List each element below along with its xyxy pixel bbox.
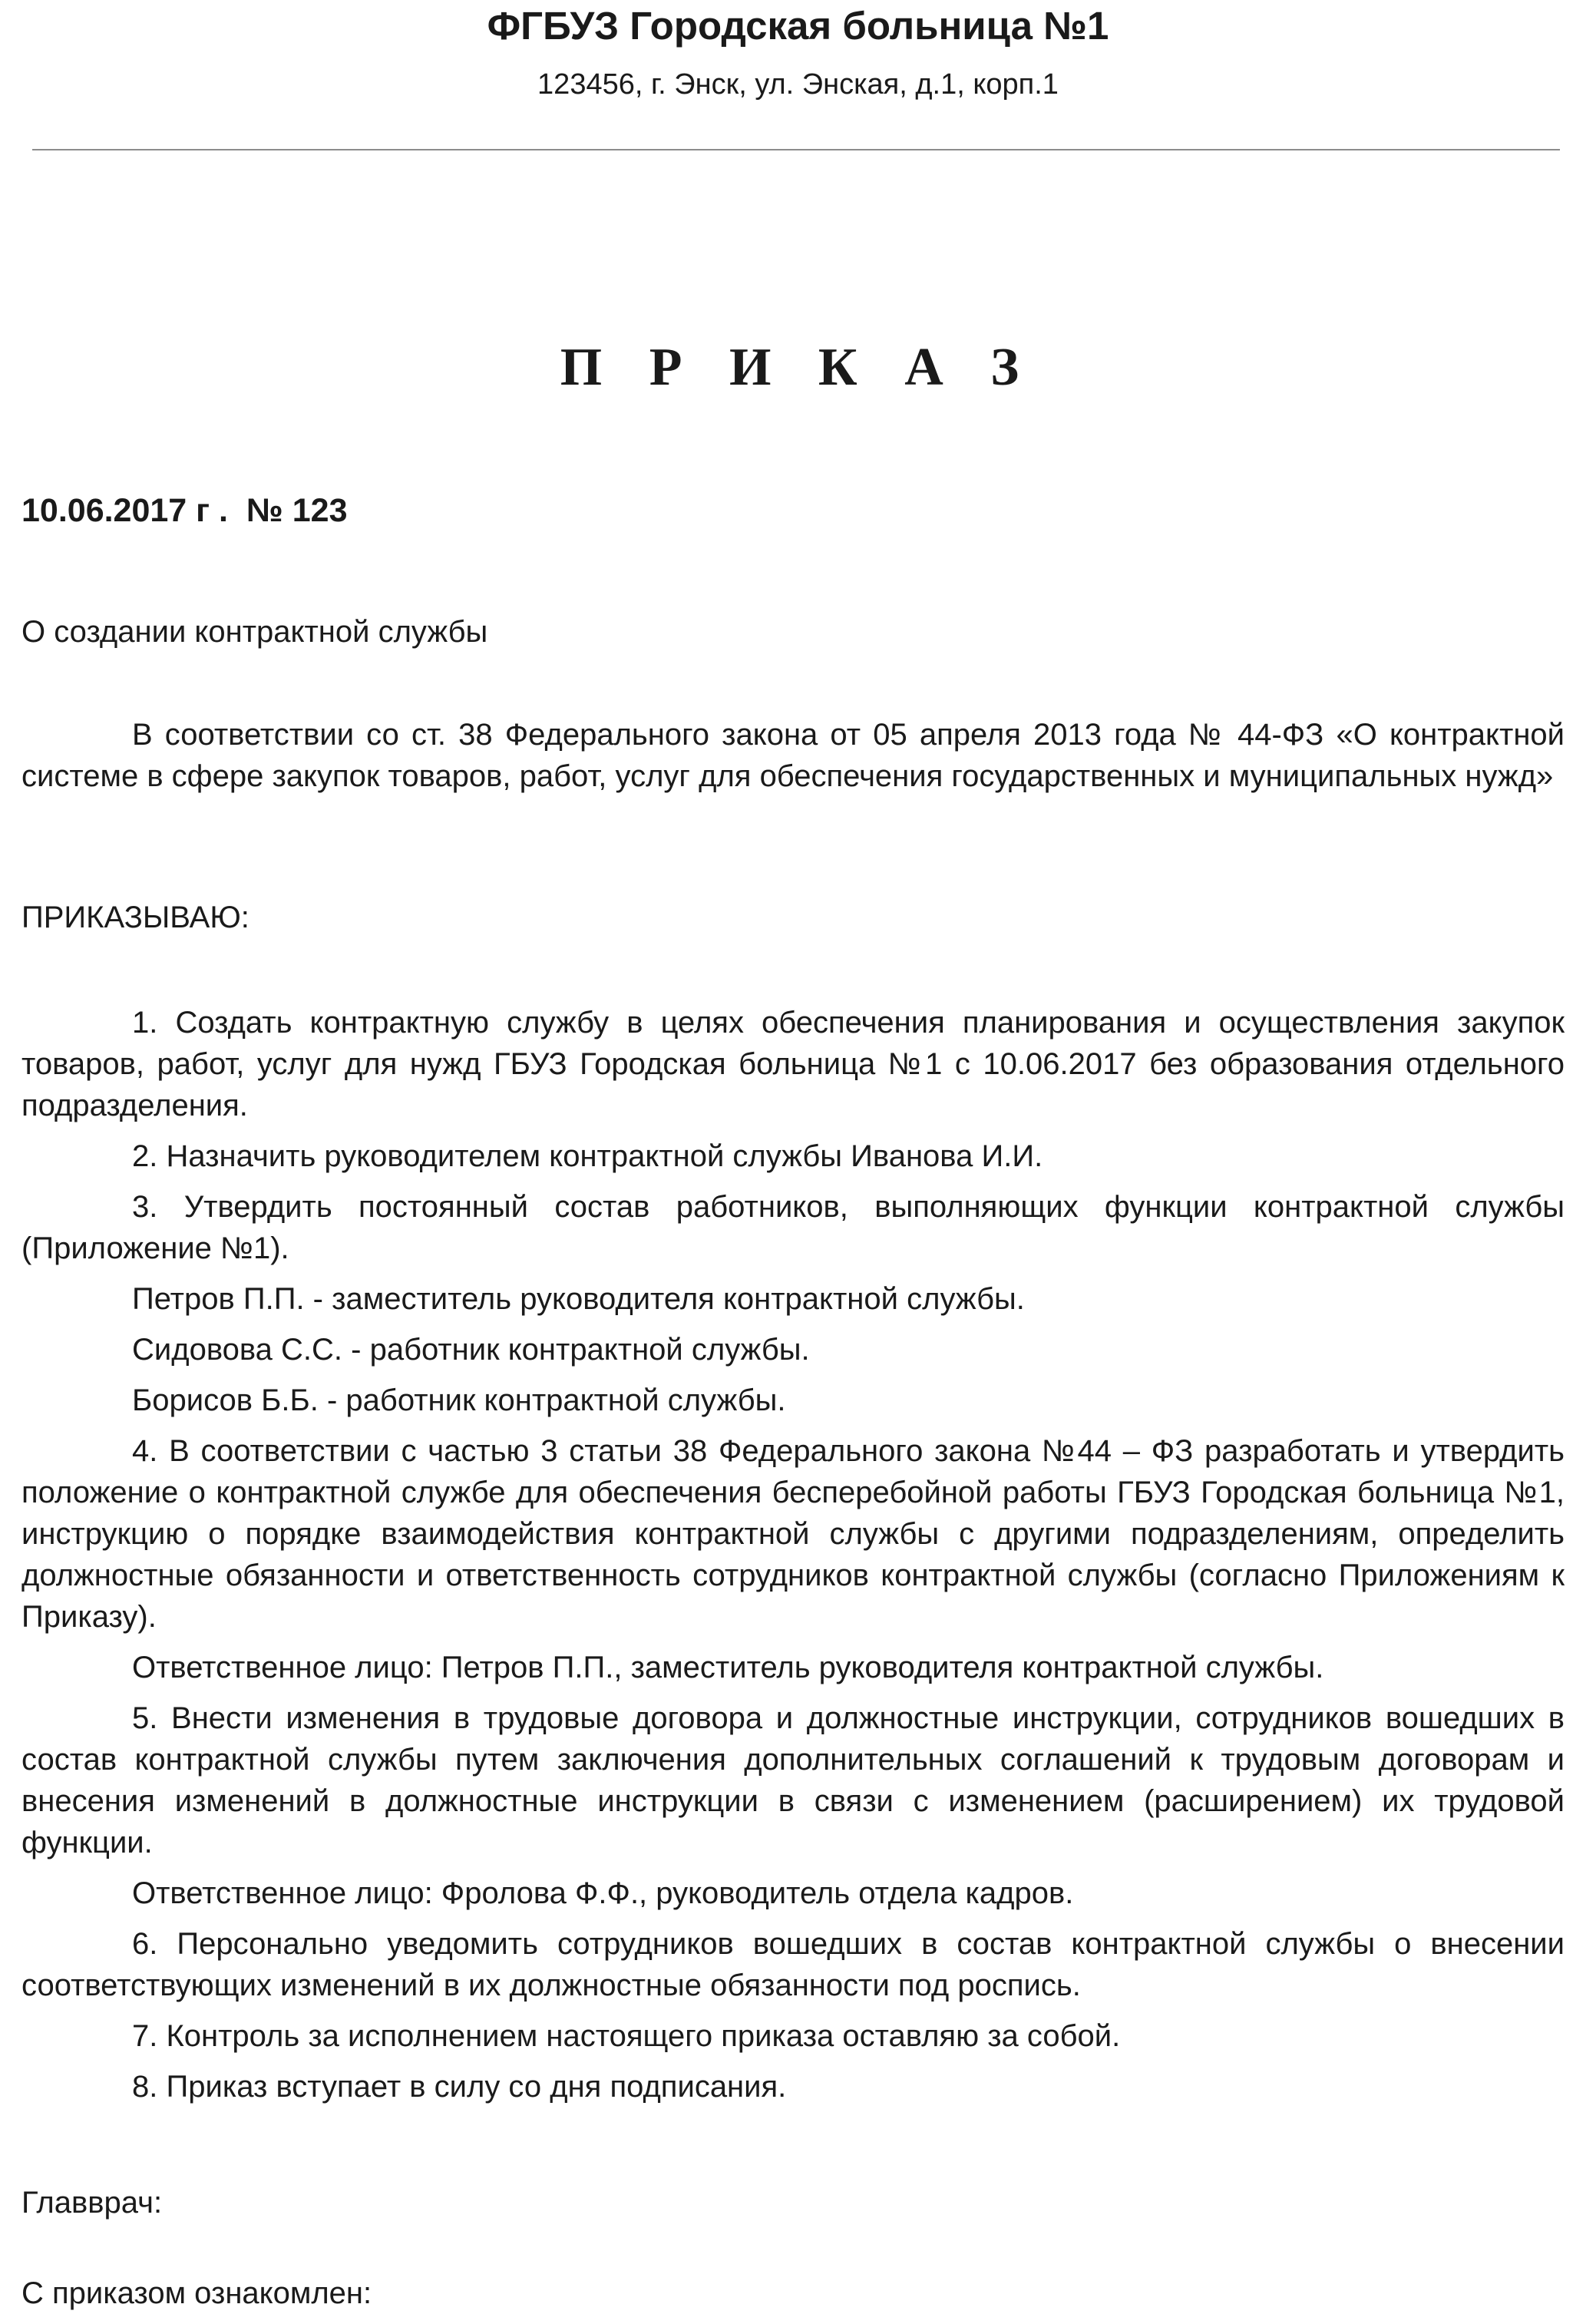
document-title: П Р И К А З bbox=[560, 338, 1036, 397]
responsible-person-2: Ответственное лицо: Фролова Ф.Ф., руководитель отдела кадров. bbox=[132, 1876, 1074, 1910]
order-item-2: 2. Назначить руководителем контрактной службы Иванова И.И. bbox=[132, 1139, 1043, 1173]
order-item-7: 7. Контроль за исполнением настоящего приказа оставляю за собой. bbox=[132, 2019, 1121, 2053]
order-word: ПРИКАЗЫВАЮ: bbox=[21, 901, 249, 934]
order-number: № 123 bbox=[246, 492, 348, 529]
order-items bbox=[21, 1002, 1565, 2107]
order-subject: О создании контрактной службы bbox=[21, 615, 488, 649]
staff-member-1: Петров П.П. - заместитель руководителя контрактной службы. bbox=[132, 1282, 1025, 1316]
order-date: 10.06.2017 г . bbox=[21, 492, 228, 529]
order-item-5: 5. Внести изменения в трудовые договора и должностные инструкции, сотрудников вошедших в состав контрактной службы путем заключения дополнительных соглашений к трудовым договорам и внесения изменений в должностные инструкции в связи с изменением (расширением) их трудовой функции. bbox=[21, 1701, 1565, 1859]
preamble: В соответствии со ст. 38 Федерального закона от 05 апреля 2013 года № 44-ФЗ «О контрактной системе в сфере закупок товаров, работ, услуг для обеспечения государственных и муниципальных нужд» bbox=[21, 718, 1565, 793]
order-item-3: 3. Утвердить постоянный состав работников, выполняющих функции контрактной службы (Приложение №1). bbox=[21, 1190, 1565, 1265]
signature-label: Главврач: bbox=[21, 2186, 163, 2220]
preamble-block bbox=[21, 714, 1565, 797]
order-item-4: 4. В соответствии с частью 3 статьи 38 Федерального закона №44 – ФЗ разработать и утвердить положение о контрактной службе для обеспечения бесперебойной работы ГБУЗ Городская больница №1, инструкцию о порядке взаимодействия контрактной службы с другими подразделениям, определить должностные обязанности и ответственность сотрудников контрактной службы (согласно Приложениям к Приказу). bbox=[21, 1434, 1565, 1634]
staff-member-2: Сидовова С.С. - работник контрактной службы. bbox=[132, 1333, 810, 1367]
order-item-1: 1. Создать контрактную службу в целях обеспечения планирования и осуществления закупок товаров, работ, услуг для нужд ГБУЗ Городская больница №1 с 10.06.2017 без образования отдельного подразделения. bbox=[21, 1006, 1565, 1122]
staff-member-3: Борисов Б.Б. - работник контрактной службы. bbox=[132, 1383, 786, 1417]
organization-address: 123456, г. Энск, ул. Энская, д.1, корп.1 bbox=[537, 68, 1059, 101]
order-item-8: 8. Приказ вступает в силу со дня подписания. bbox=[132, 2070, 787, 2104]
header-divider bbox=[32, 149, 1560, 150]
order-date-number bbox=[21, 490, 348, 531]
order-item-6: 6. Персонально уведомить сотрудников вошедших в состав контрактной службы о внесении соответствующих изменений в их должностные обязанности под роспись. bbox=[21, 1927, 1565, 2002]
acknowledged-label: С приказом ознакомлен: bbox=[21, 2276, 372, 2310]
responsible-person-1: Ответственное лицо: Петров П.П., заместитель руководителя контрактной службы. bbox=[132, 1651, 1324, 1684]
organization-name: ФГБУЗ Городская больница №1 bbox=[487, 4, 1109, 48]
